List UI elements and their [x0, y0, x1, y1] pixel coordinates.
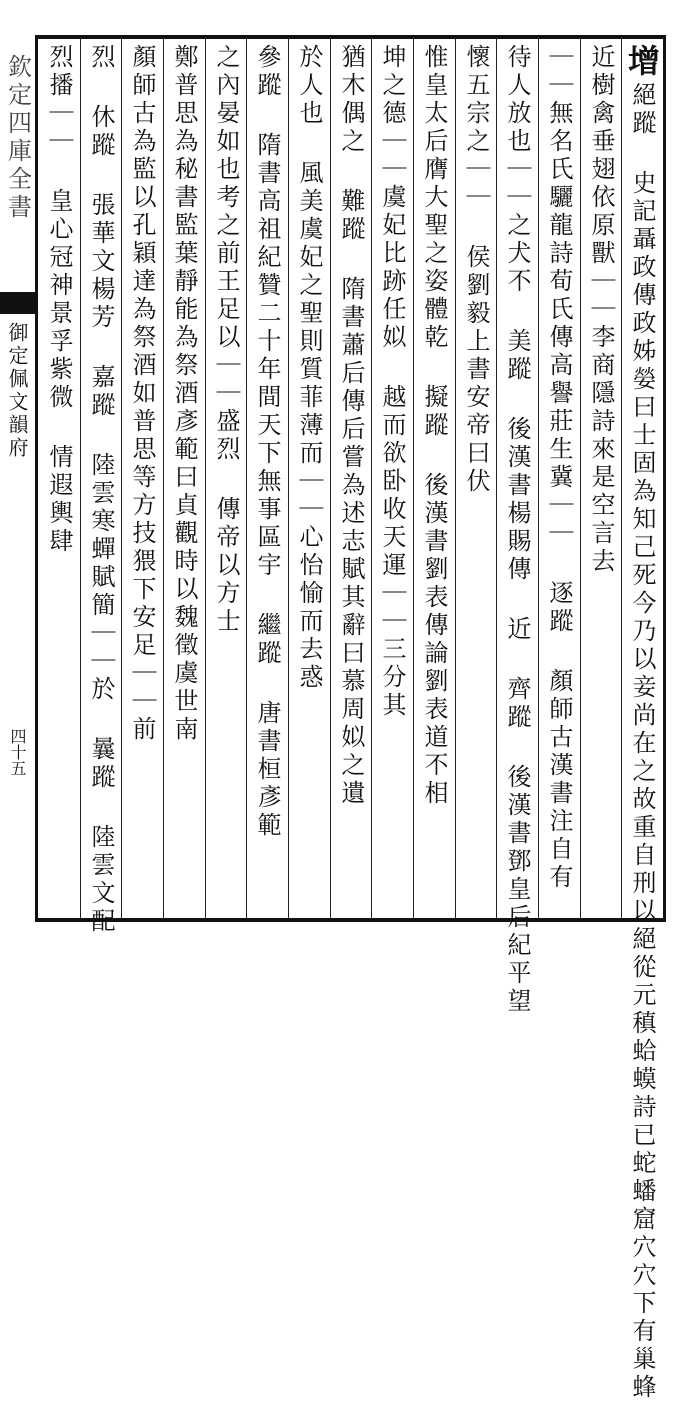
- text-column: [502, 44, 534, 1016]
- text-column: [44, 44, 76, 914]
- text-column: [252, 44, 284, 914]
- column-text: 之內晏如也考之前王足以｜｜盛烈 傳帝以方士: [212, 44, 240, 636]
- column-text: 待人放也｜｜之犬不 美蹤 後漢書楊賜傳 近 齊蹤 後漢書鄧皇后紀平望: [503, 44, 531, 1016]
- column-text: 烈 休蹤 張華文楊芳 嘉蹤 陸雲寒蟬賦簡｜｜於 曩蹤 陸雲文配: [87, 44, 115, 936]
- margin-strip: [0, 40, 35, 915]
- fish-tail-mark: [0, 292, 35, 314]
- page-number: 四十五: [8, 728, 27, 776]
- text-columns: [38, 44, 663, 1402]
- text-column: [211, 44, 243, 914]
- column-text: 猶木偶之 難蹤 隋書蕭后傳后嘗為述志賦其辭曰慕周姒之遺: [337, 44, 365, 808]
- column-text: 於人也 風美虞妃之聖則質菲薄而｜｜心怡愉而去惑: [295, 44, 323, 692]
- book-title: 御定佩文韻府: [5, 322, 29, 460]
- column-text: 惟皇太后膺大聖之姿體乾 擬蹤 後漢書劉表傳論劉表道不相: [420, 44, 448, 808]
- column-text: 絕蹤 史記聶政傳政姊嫈曰士固為知己死今乃以妾尚在之故重自刑以絕從元稹蛤蟆詩已蛇蟠窟穴穴下有巢蜂: [628, 82, 656, 1402]
- text-column: [336, 44, 368, 914]
- text-column: [294, 44, 326, 914]
- text-column: [86, 44, 118, 936]
- column-text: 坤之德｜｜虞妃比跡任姒 越而欲卧收天運｜｜三分其: [378, 44, 406, 720]
- text-column: [544, 44, 576, 914]
- column-heading: 增: [623, 44, 661, 82]
- text-column: [461, 44, 493, 914]
- text-column: [586, 44, 618, 914]
- right-border-rule: [663, 35, 666, 922]
- column-text: 懷五宗之｜｜ 侯劉毅上書安帝曰伏: [462, 44, 490, 496]
- column-text: ｜｜無名氏驪龍詩荀氏傳高譽莊生冀｜｜ 逐蹤 顏師古漢書注自有: [545, 44, 573, 892]
- column-text: 參蹤 隋書高祖紀贊二十年間天下無事區宇 繼蹤 唐書桓彥範: [253, 44, 281, 840]
- column-text: 鄭普思為秘書監葉靜能為祭酒彥範曰貞觀時以魏徵虞世南: [170, 44, 198, 744]
- text-column: [127, 44, 159, 914]
- bottom-border-rule: [35, 918, 666, 922]
- text-column: [169, 44, 201, 914]
- column-text: 烈播｜｜ 皇心冠神景孚紫微 情遐輿肆: [45, 44, 73, 556]
- column-text: 近樹禽垂翅依原獸｜｜李商隱詩來是空言去: [587, 44, 615, 576]
- text-column: [623, 44, 661, 1402]
- text-column: [419, 44, 451, 914]
- collection-title: 欽定四庫全書: [3, 54, 32, 222]
- text-column: [377, 44, 409, 914]
- column-text: 顏師古為監以孔穎達為祭酒如普思等方技猥下安足｜｜前: [128, 44, 156, 744]
